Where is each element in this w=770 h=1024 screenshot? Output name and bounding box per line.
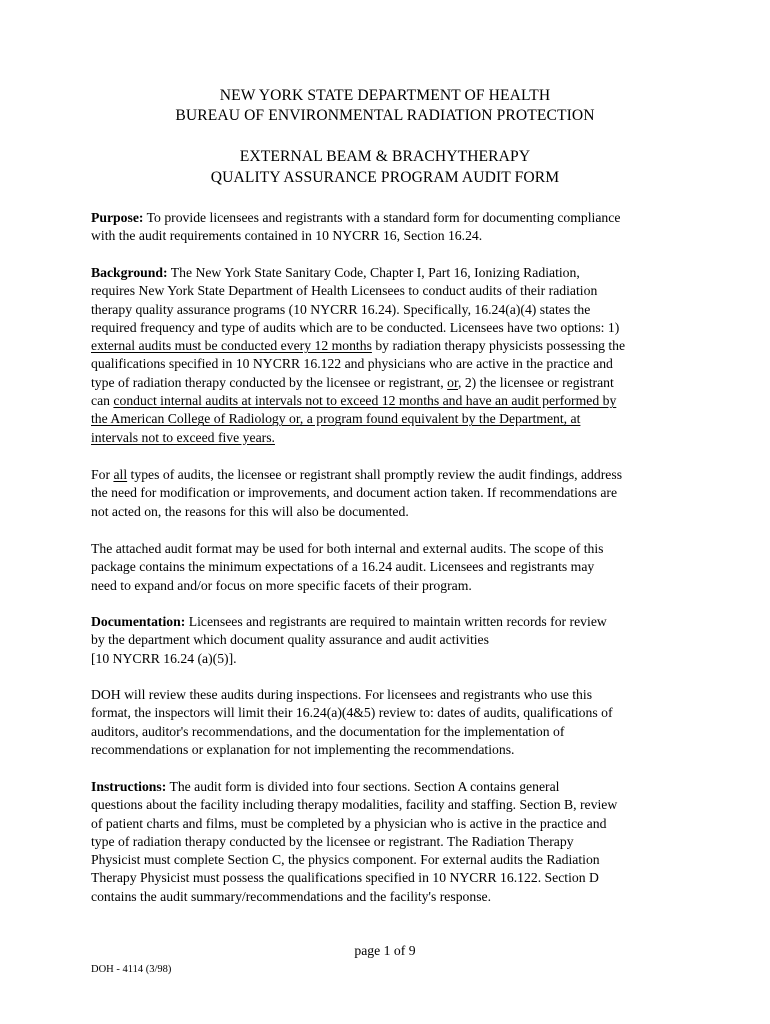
background-label: Background: xyxy=(91,265,168,280)
all-audits-paragraph: For all types of audits, the licensee or registrant shall promptly review the audit findings, address the need for modification or improvements, and document action taken. If recommendations are not acted on, the reasons for this will also be documented. xyxy=(91,467,623,519)
all-emphasis: all xyxy=(113,467,128,482)
documentation-paragraph: Documentation: Licensees and registrants are required to maintain written records for review by the department which document quality assurance and audit activities [10 NYCRR 16.24 (a)(5)]. xyxy=(91,614,607,666)
page-number: page 1 of 9 xyxy=(354,943,416,958)
form-number: DOH - 4114 (3/98) xyxy=(91,964,172,975)
doh-review-paragraph: DOH will review these audits during inspections. For licensees and registrants who use this format, the inspectors will limit their 16.24(a)(4&5) review to: dates of audits, qualifications of auditors, auditor's recommendations, and the documentation for the implementation of recommendations or explanation for not implementing the recommendations. xyxy=(91,687,613,757)
internal-audit-requirement: conduct internal audits at intervals not to exceed 12 months and have an audit performed by xyxy=(113,393,617,409)
background-paragraph: Background: The New York State Sanitary Code, Chapter I, Part 16, Ionizing Radiation, requires New York State Department of Health Licensees to conduct audits of their radiation therapy quality assurance programs (10 NYCRR 16.24). Specifically, 16.24(a)(4) states the required frequency and type of audits which are to be conducted. Licensees have two options: 1) external audits must be conducted every 12 months by radiation therapy physicists possessing the qualifications specified in 10 NYCRR 16.122 and physicians who are active in the practice and type of radiation therapy conducted by the licensee or registrant, or, 2) the licensee or registrant can conduct internal audits at intervals not to exceed 12 months and have an audit performed by the American College of Radiology or, a program found equivalent by the Department, at intervals not to exceed five years. xyxy=(91,265,626,445)
or-emphasis: or xyxy=(447,374,458,390)
instructions-paragraph: Instructions: The audit form is divided into four sections. Section A contains general questions about the facility including therapy modalities, facility and staffing. Section B, review of patient charts and films, must be completed by a physician who is active in the practice and type of radiation therapy conducted by the licensee or registrant. The Radiation Therapy Physicist must complete Section C, the physics component. For external audits the Radiation Therapy Physicist must possess the qualifications specified in 10 NYCRR 16.122. Section D contains the audit summary/recommendations and the facility's response. xyxy=(91,779,618,904)
purpose-paragraph: Purpose: To provide licensees and registrants with a standard form for documenting compliance with the audit requirements contained in 10 NYCRR 16, Section 16.24. xyxy=(91,210,621,244)
header-bureau: BUREAU OF ENVIRONMENTAL RADIATION PROTECTION xyxy=(175,107,595,124)
header-form-title-2: QUALITY ASSURANCE PROGRAM AUDIT FORM xyxy=(210,169,560,186)
instructions-label: Instructions: xyxy=(91,779,167,794)
external-audit-requirement: external audits must be conducted every 12 months xyxy=(91,338,372,354)
header-department: NEW YORK STATE DEPARTMENT OF HEALTH xyxy=(219,87,551,104)
header-form-title-1: EXTERNAL BEAM & BRACHYTHERAPY xyxy=(239,148,531,165)
documentation-label: Documentation: xyxy=(91,614,186,629)
purpose-label: Purpose: xyxy=(91,210,144,225)
attached-format-paragraph: The attached audit format may be used for both internal and external audits. The scope of this package contains the minimum expectations of a 16.24 audit. Licensees and registrants may need to expand and/or focus on more specific facets of their program. xyxy=(91,541,604,593)
